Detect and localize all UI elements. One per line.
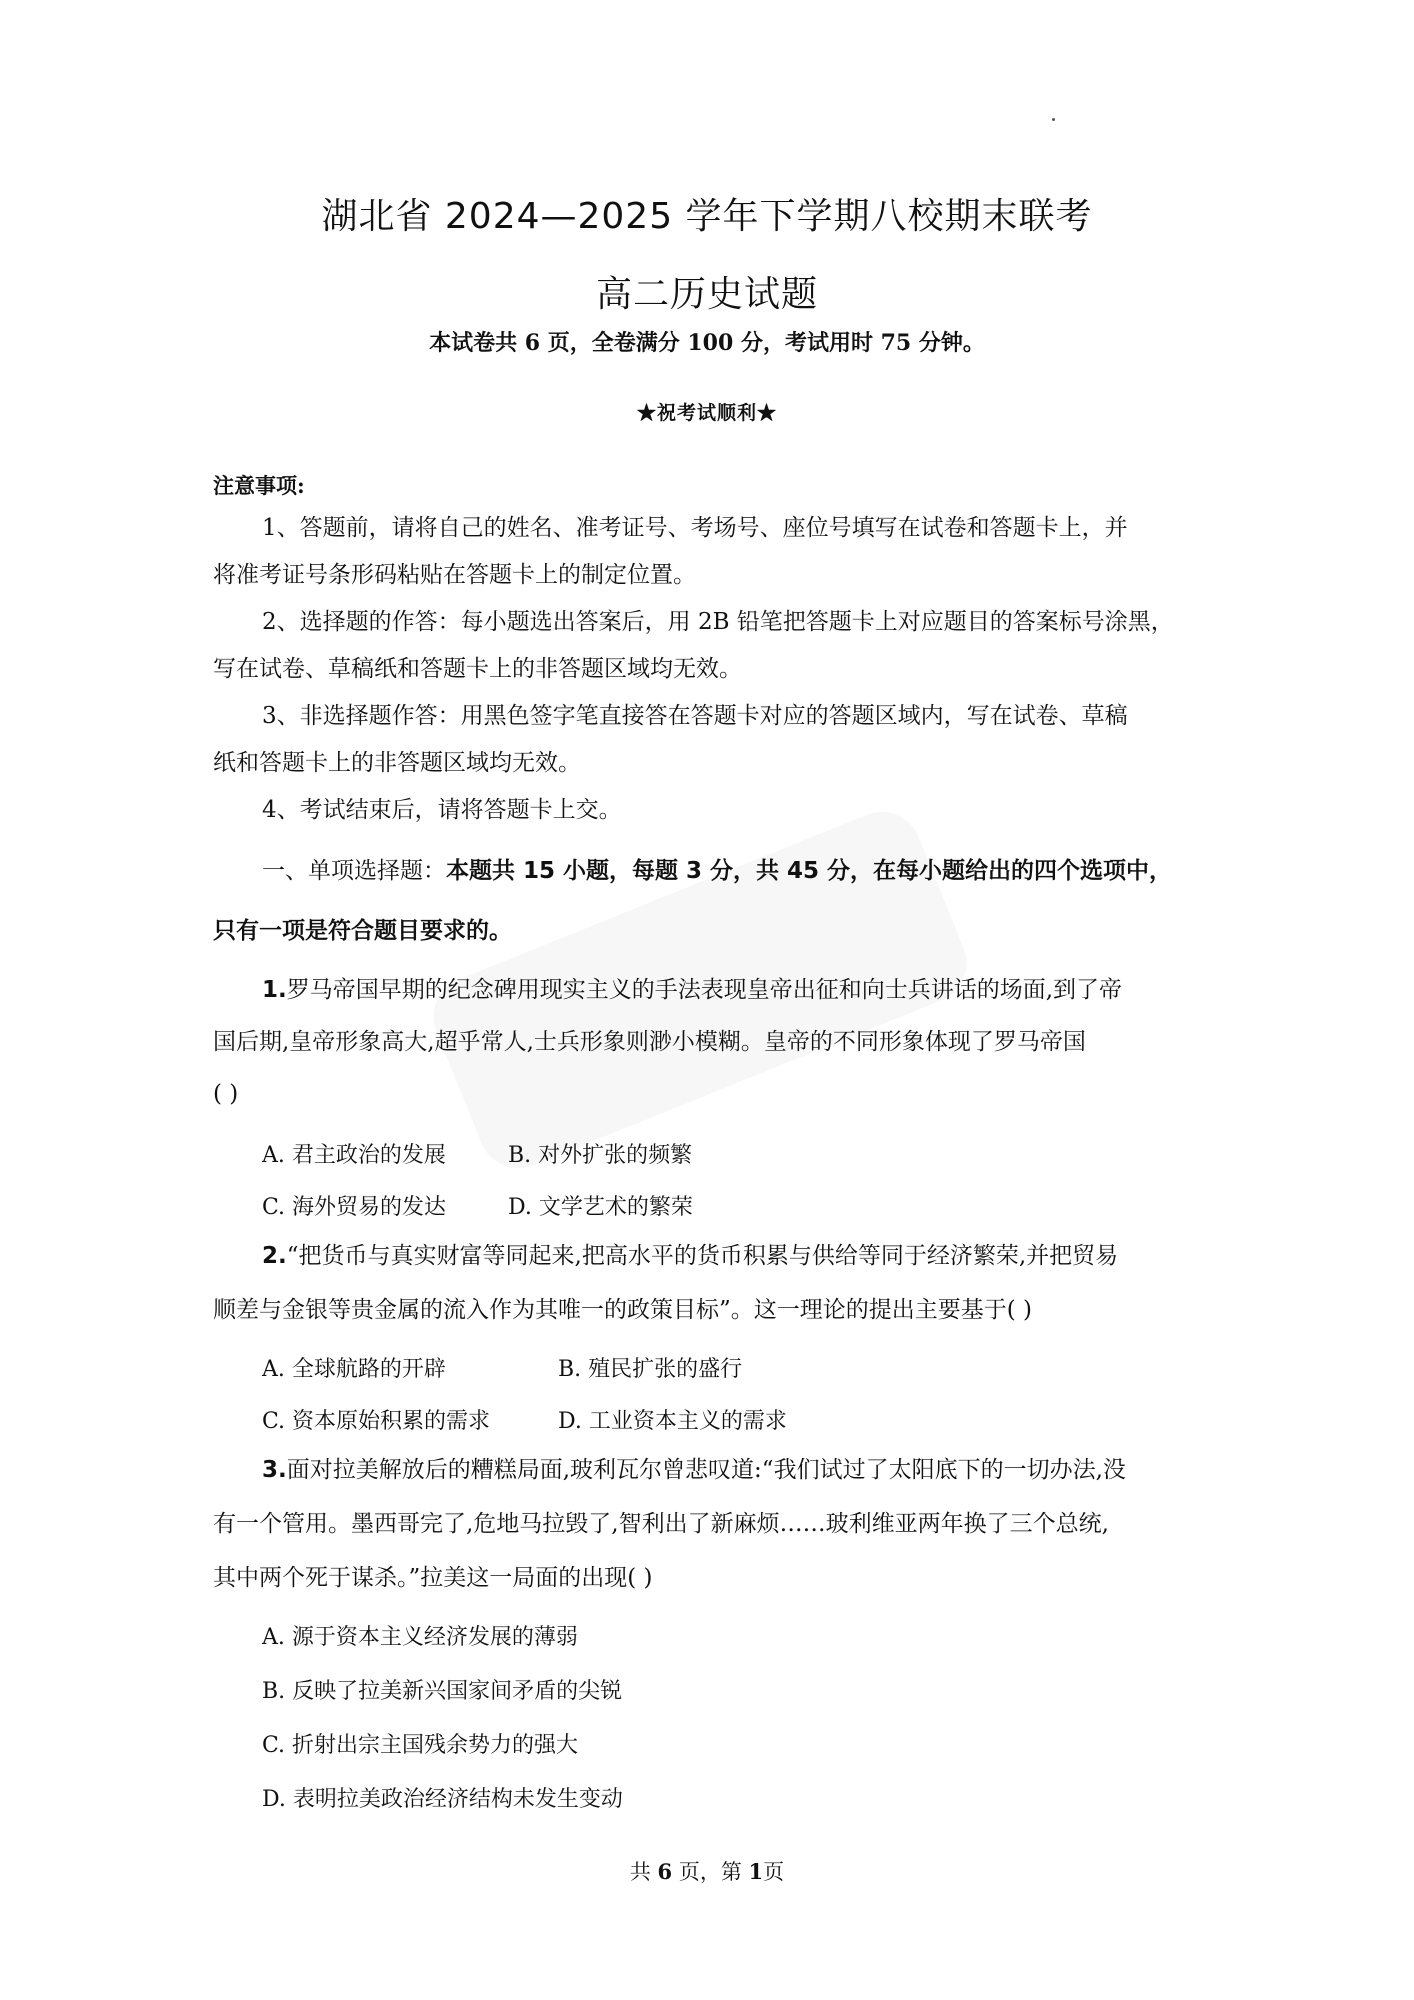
question-1-answer-blank: ( ) [213,1081,239,1107]
footer-prefix: 共 [629,1860,658,1884]
question-1-number: 1. [262,977,287,1003]
footer-total-pages: 6 [657,1859,673,1884]
question-3-stem-1: 面对拉美解放后的糟糕局面,玻利瓦尔曾悲叹道:“我们试过了太阳底下的一切办法,没 [286,1457,1126,1483]
footer-middle: 页，第 [672,1860,749,1884]
section-1-heading-line-2: 只有一项是符合题目要求的。 [213,918,512,944]
question-3-option-d: D. 表明拉美政治经济结构未发生变动 [262,1787,623,1812]
section-1-prefix: 一、单项选择题： [262,858,446,884]
question-3-line-2: 有一个管用。墨西哥完了,危地马拉毁了,智利出了新麻烦……玻利维亚两年换了三个总统, [213,1511,1109,1537]
question-3-line-1 [262,1458,1126,1482]
question-1-line-2: 国后期,皇帝形象高大,超乎常人,士兵形象则渺小模糊。皇帝的不同形象体现了罗马帝国 [213,1029,1086,1055]
footer-suffix: 页 [763,1860,785,1884]
question-3-option-c: C. 折射出宗主国残余势力的强大 [262,1733,579,1758]
section-1-heading [262,852,1172,885]
question-2-option-b: B. 殖民扩张的盛行 [558,1357,743,1382]
note-4: 4、考试结束后，请将答题卡上交。 [262,797,622,823]
page-footer [0,1856,1414,1886]
question-1-option-d: D. 文学艺术的繁荣 [508,1195,693,1220]
section-1-rules: 本题共 15 小题，每题 3 分，共 45 分，在每小题给出的四个选项中， [446,858,1173,884]
exam-subtitle: 高二历史试题 [595,274,818,315]
question-2-stem-1: “把货币与真实财富等同起来,把高水平的货币积累与供给等同于经济繁荣,并把贸易 [286,1243,1119,1269]
note-1-line-2: 将准考证号条形码粘贴在答题卡上的制定位置。 [213,562,696,588]
question-1-stem-1: 罗马帝国早期的纪念碑用现实主义的手法表现皇帝出征和向士兵讲话的场面,到了帝 [286,977,1123,1003]
question-2-line-1 [262,1244,1118,1268]
note-2-line-1: 2、选择题的作答：每小题选出答案后，用 2B 铅笔把答题卡上对应题目的答案标号涂黑， [262,609,1174,635]
question-3-line-3: 其中两个死于谋杀。”拉美这一局面的出现( ) [213,1565,653,1591]
question-2-line-2: 顺差与金银等贵金属的流入作为其唯一的政策目标”。这一理论的提出主要基于( ) [213,1297,1033,1323]
question-2-option-c: C. 资本原始积累的需求 [262,1409,491,1434]
note-3-line-2: 纸和答题卡上的非答题区域均无效。 [213,750,581,776]
question-1-option-b: B. 对外扩张的频繁 [508,1143,693,1168]
question-1-option-c: C. 海外贸易的发达 [262,1195,447,1220]
question-3-number: 3. [262,1457,287,1483]
exam-info: 本试卷共 6 页，全卷满分 100 分，考试用时 75 分钟。 [429,330,985,356]
question-2-option-d: D. 工业资本主义的需求 [558,1409,787,1434]
note-3-line-1: 3、非选择题作答：用黑色签字笔直接答在答题卡对应的答题区域内，写在试卷、草稿 [262,703,1128,729]
scan-speck [1052,118,1055,121]
question-2-option-a: A. 全球航路的开辟 [262,1357,446,1382]
question-1-line-1 [262,978,1122,1002]
exam-title: 湖北省 2024—2025 学年下学期八校期末联考 [321,196,1093,237]
note-2-line-2: 写在试卷、草稿纸和答题卡上的非答题区域均无效。 [213,656,742,682]
question-1-option-a: A. 君主政治的发展 [262,1143,446,1168]
question-2-number: 2. [262,1243,287,1269]
question-3-option-a: A. 源于资本主义经济发展的薄弱 [262,1625,578,1650]
question-3-option-b: B. 反映了拉美新兴国家间矛盾的尖锐 [262,1679,623,1704]
footer-current-page: 1 [748,1859,764,1884]
notes-heading: 注意事项: [213,473,305,498]
good-luck-line: ★祝考试顺利★ [636,402,777,424]
note-1-line-1: 1、答题前，请将自己的姓名、准考证号、考场号、座位号填写在试卷和答题卡上，并 [262,515,1128,541]
